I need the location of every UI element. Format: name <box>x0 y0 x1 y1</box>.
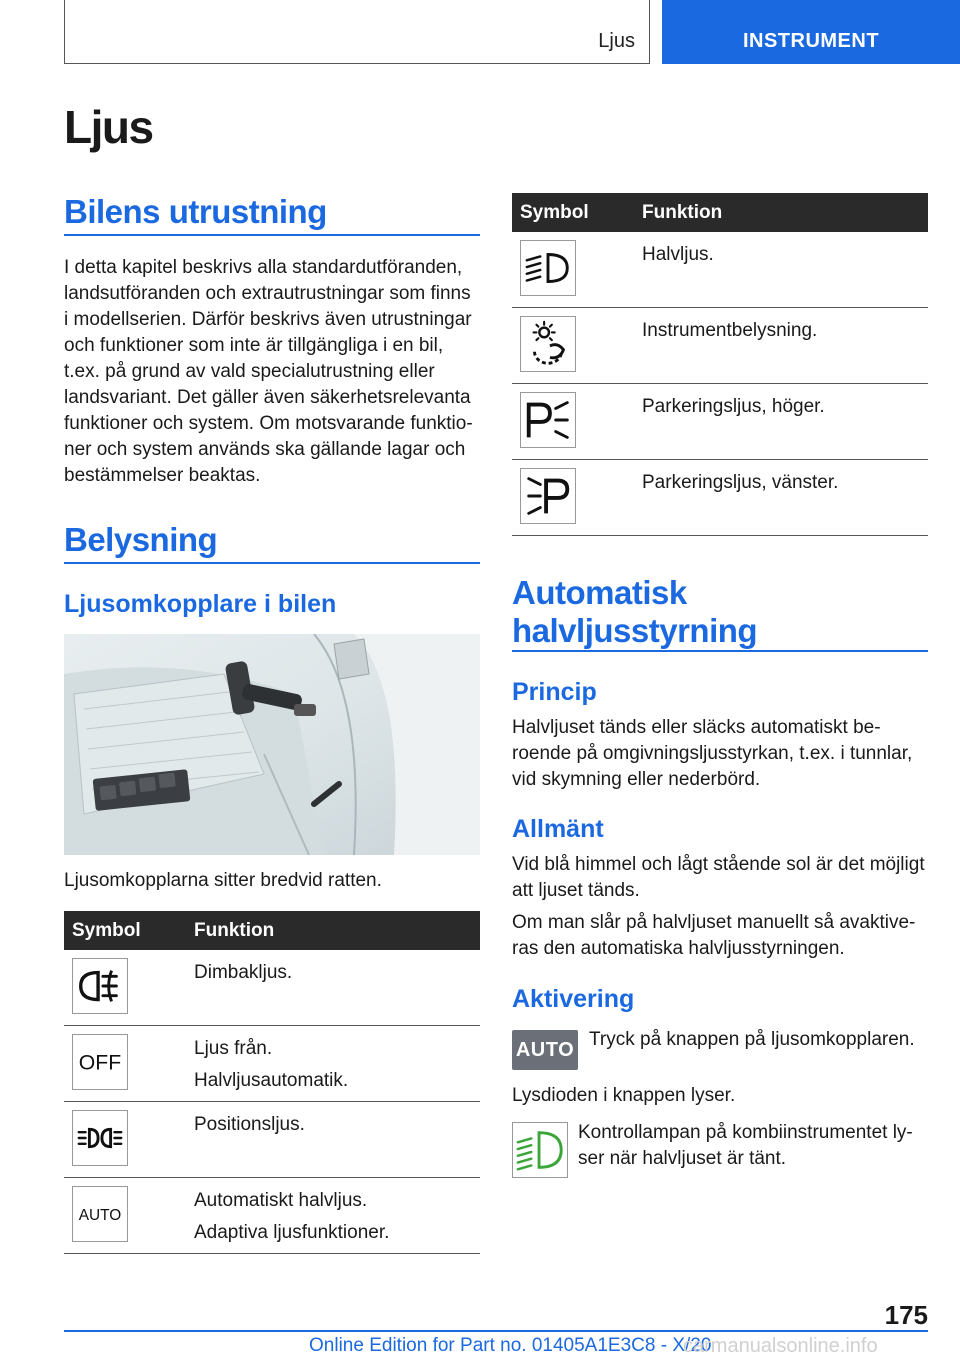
right-symbol-table <box>512 193 928 536</box>
col-symbol-header: Symbol <box>520 202 589 223</box>
intro-paragraph: I detta kapitel beskrivs alla standardutföranden, landsutföranden och extrautrustningar som finns i modellserien. Därför beskrivs även utrustningar och funktioner som inte är tillgängliga i en bil, t.ex. på grund av vald specialutrustning eller landsvariant. Det gäller även säkerhetsrelevanta funktioner och system. Om motsvarande funktio‐ ner och system används ska gällande lagar och bestämmelser beaktas. <box>64 257 473 486</box>
footer-edition-link[interactable]: Online Edition for Part no. 01405A1E3C8 - X/20 <box>309 1335 712 1356</box>
low-beam-icon <box>520 240 576 296</box>
led-text: Lysdioden i knappen lyser. <box>512 1085 736 1106</box>
table-row <box>512 460 928 536</box>
function-text: Parkeringsljus, vänster. <box>642 472 839 493</box>
svg-text:OFF: OFF <box>78 1051 122 1075</box>
parking-light-left-icon <box>520 468 576 524</box>
subheading-ljusomkopplare: Ljusomkopplare i bilen <box>64 590 337 618</box>
page-number: 175 <box>884 1300 928 1330</box>
instrument-lighting-icon <box>520 316 576 372</box>
col-function-header: Funktion <box>642 202 723 223</box>
header-section-label: Ljus <box>598 30 635 52</box>
function-text: Instrumentbelysning. <box>642 320 818 341</box>
photo-caption: Ljusomkopplarna sitter bredvid ratten. <box>64 870 382 891</box>
heading-rule <box>64 562 480 564</box>
heading-rule <box>64 234 480 236</box>
table-row <box>512 232 928 308</box>
heading-belysning: Belysning <box>64 521 218 558</box>
auto-button-icon: AUTO <box>512 1030 578 1070</box>
indicator-text: Kontrollampan på kombiinstrumentet ly‐ ser när halvljuset är tänt. <box>578 1122 913 1169</box>
heading-automatisk-halvljusstyrning: Automatisk halvljusstyrning <box>512 574 758 649</box>
off-icon <box>72 1034 128 1090</box>
footer-rule <box>64 1330 928 1332</box>
auto-icon <box>72 1186 128 1242</box>
left-symbol-table <box>64 911 480 1254</box>
light-switch-photo <box>64 634 480 855</box>
heading-aktivering: Aktivering <box>512 985 635 1013</box>
function-text: Ljus från. Halvljusautomatik. <box>194 1038 349 1091</box>
allmant-paragraph-1: Vid blå himmel och lågt stående sol är det möjligt att ljuset tänds. <box>512 854 925 901</box>
header-chapter-tab <box>662 0 960 64</box>
table-row <box>64 1178 480 1254</box>
page-title: Ljus <box>64 101 153 153</box>
col-function-header: Funktion <box>194 920 275 941</box>
aktivering-step: Tryck på knappen på ljusomkopplaren. <box>589 1029 915 1050</box>
heading-rule <box>512 650 928 652</box>
function-text: Parkeringsljus, höger. <box>642 396 825 417</box>
svg-text:AUTO: AUTO <box>78 1206 122 1224</box>
position-light-icon <box>72 1110 128 1166</box>
low-beam-indicator-icon <box>512 1122 568 1178</box>
allmant-paragraph-2: Om man slår på halvljuset manuellt så avaktive‐ ras den automatiska halvljusstyrningen. <box>512 912 916 959</box>
footer-watermark: carmanualsonline.info <box>683 1335 878 1357</box>
fog-light-icon <box>72 958 128 1014</box>
function-text: Positionsljus. <box>194 1114 305 1135</box>
table-row <box>512 308 928 384</box>
princip-paragraph: Halvljuset tänds eller släcks automatiskt be‐ roende på omgivningsljusstyrkan, t.ex. i tunnlar, vid skymning eller nederbörd. <box>512 717 913 790</box>
table-row <box>512 384 928 460</box>
table-row <box>64 1102 480 1178</box>
table-header <box>64 911 480 950</box>
table-header <box>512 193 928 232</box>
heading-bilens-utrustning: Bilens utrustning <box>64 193 327 230</box>
table-row <box>64 1026 480 1102</box>
function-text: Automatiskt halvljus. Adaptiva ljusfunktioner. <box>194 1190 390 1243</box>
header-section-box <box>64 0 650 64</box>
col-symbol-header: Symbol <box>72 920 141 941</box>
function-text: Halvljus. <box>642 244 714 265</box>
heading-allmant: Allmänt <box>512 815 604 843</box>
header-chapter-label: INSTRUMENT <box>742 30 880 52</box>
table-row <box>64 950 480 1026</box>
parking-light-right-icon <box>520 392 576 448</box>
heading-princip: Princip <box>512 678 597 706</box>
function-text: Dimbakljus. <box>194 962 293 983</box>
